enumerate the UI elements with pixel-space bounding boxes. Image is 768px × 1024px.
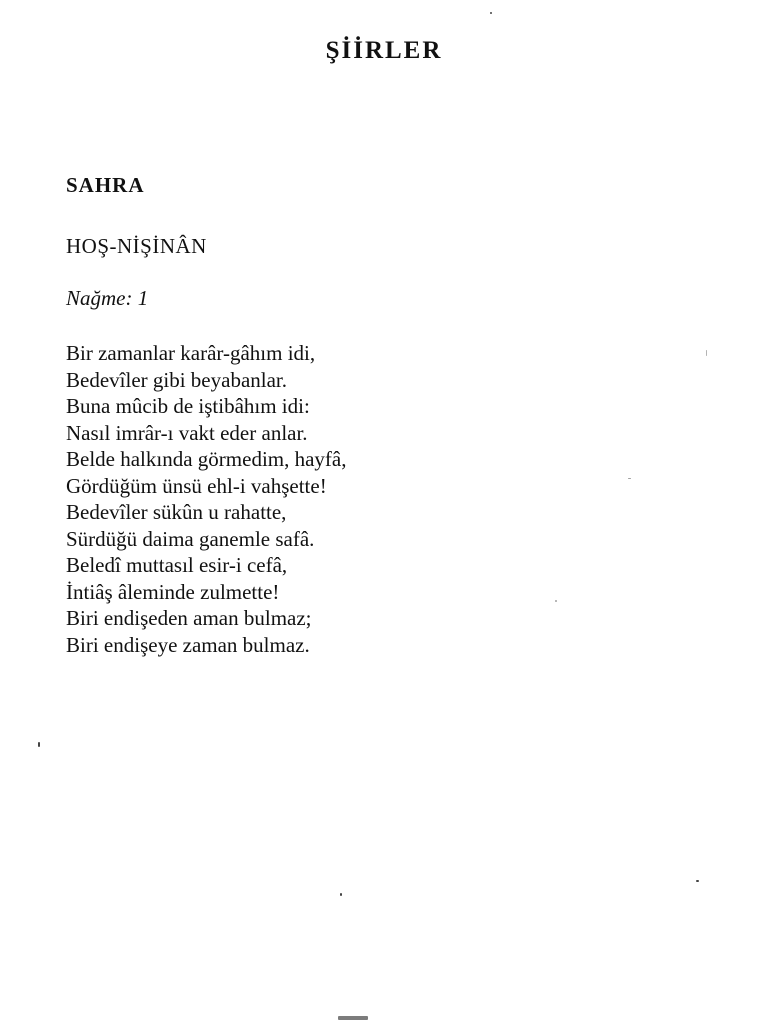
- verse-line: Bedevîler gibi beyabanlar.: [66, 367, 288, 392]
- section-title: SAHRA: [66, 173, 145, 197]
- scan-speck: [555, 600, 557, 602]
- verse-line: Nasıl imrâr-ı vakt eder anlar.: [66, 420, 308, 445]
- verse-line: Bir zamanlar karâr-gâhım idi,: [66, 341, 316, 365]
- scan-speck: [628, 478, 631, 479]
- verse-line: Bedevîler sükûn u rahatte,: [66, 500, 287, 524]
- verse-line: Sürdüğü daima ganemle safâ.: [66, 526, 315, 551]
- scan-speck: [38, 742, 40, 747]
- verse-line: Biri endişeye zaman bulmaz.: [66, 632, 310, 657]
- scan-speck: [490, 12, 492, 14]
- book-title: ŞİİRLER: [325, 37, 443, 64]
- verse-line: Gördüğüm ünsü ehl-i vahşette!: [66, 473, 327, 498]
- scan-speck: [338, 1016, 368, 1020]
- poem-verses: [66, 340, 347, 658]
- poem-title: HOŞ-NİŞİNÂN: [66, 234, 207, 258]
- verse-line: İntiâş âleminde zulmette!: [66, 579, 280, 604]
- poem-subtitle: Nağme: 1: [66, 286, 149, 310]
- scan-speck: [340, 893, 342, 896]
- verse-line: Belde halkında görmedim, hayfâ,: [66, 447, 347, 471]
- verse-line: Biri endişeden aman bulmaz;: [66, 606, 312, 630]
- verse-line: Buna mûcib de iştibâhım idi:: [66, 394, 310, 418]
- scan-speck: [706, 350, 707, 356]
- verse-line: Beledî muttasıl esir-i cefâ,: [66, 553, 288, 577]
- scan-speck: [696, 880, 699, 882]
